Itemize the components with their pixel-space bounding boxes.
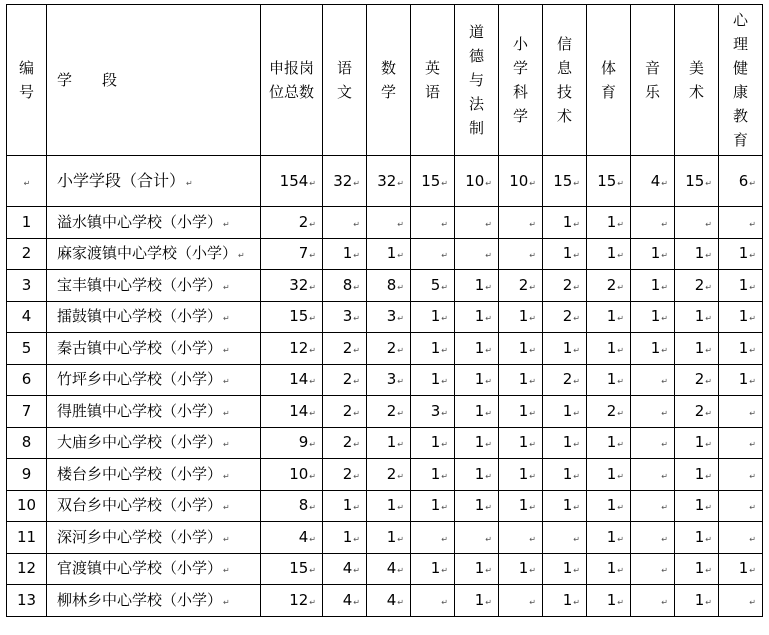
row-value: ↵ — [411, 238, 455, 270]
summary-label: 小学学段（合计）↵ — [47, 156, 261, 207]
row-value: 8↵ — [367, 270, 411, 302]
row-value: 1↵ — [499, 427, 543, 459]
row-value: 1↵ — [323, 522, 367, 554]
row-total: 4↵ — [261, 522, 323, 554]
header-subject: 信息技术 — [543, 5, 587, 156]
recruitment-table — [6, 4, 763, 617]
row-value: ↵ — [631, 427, 675, 459]
row-school: 麻家渡镇中心学校（小学）↵ — [47, 238, 261, 270]
table-body — [7, 156, 763, 617]
row-value: ↵ — [411, 522, 455, 554]
summary-value: 10↵ — [455, 156, 499, 207]
row-total: 2↵ — [261, 207, 323, 239]
row-value: 1↵ — [675, 427, 719, 459]
row-value: 1↵ — [587, 207, 631, 239]
row-value: ↵ — [631, 459, 675, 491]
row-value: ↵ — [719, 427, 763, 459]
row-value: 2↵ — [675, 364, 719, 396]
row-index: 9 — [7, 459, 47, 491]
summary-value: 15↵ — [587, 156, 631, 207]
row-school: 柳林乡中心学校（小学）↵ — [47, 585, 261, 617]
row-value: ↵ — [411, 207, 455, 239]
row-value: 1↵ — [587, 553, 631, 585]
row-value: ↵ — [631, 522, 675, 554]
summary-value: 4↵ — [631, 156, 675, 207]
row-value: 2↵ — [675, 396, 719, 428]
table-row — [7, 553, 763, 585]
row-total: 8↵ — [261, 490, 323, 522]
row-index: 2 — [7, 238, 47, 270]
summary-value: 6↵ — [719, 156, 763, 207]
row-total: 12↵ — [261, 333, 323, 365]
row-value: ↵ — [631, 396, 675, 428]
row-value: ↵ — [719, 490, 763, 522]
row-value: ↵ — [631, 585, 675, 617]
row-value: 1↵ — [411, 333, 455, 365]
row-value: 1↵ — [587, 238, 631, 270]
summary-value: 15↵ — [675, 156, 719, 207]
row-value: ↵ — [719, 207, 763, 239]
row-total: 15↵ — [261, 553, 323, 585]
row-total: 14↵ — [261, 364, 323, 396]
table-row — [7, 207, 763, 239]
row-index: 8 — [7, 427, 47, 459]
header-subject: 道德与法制 — [455, 5, 499, 156]
row-index: 4 — [7, 301, 47, 333]
row-value: 1↵ — [631, 270, 675, 302]
row-index: 13 — [7, 585, 47, 617]
table-row — [7, 396, 763, 428]
row-value: 1↵ — [411, 427, 455, 459]
row-value: 2↵ — [587, 270, 631, 302]
row-value: 1↵ — [543, 207, 587, 239]
row-value: ↵ — [499, 207, 543, 239]
row-value: 2↵ — [323, 427, 367, 459]
row-value: ↵ — [499, 585, 543, 617]
row-total: 32↵ — [261, 270, 323, 302]
row-value: 1↵ — [411, 490, 455, 522]
row-value: 1↵ — [587, 427, 631, 459]
row-value: 1↵ — [455, 270, 499, 302]
table-row — [7, 459, 763, 491]
row-value: 1↵ — [499, 364, 543, 396]
row-value: ↵ — [455, 207, 499, 239]
row-value: ↵ — [455, 238, 499, 270]
row-value: ↵ — [719, 585, 763, 617]
row-value: 1↵ — [499, 553, 543, 585]
table-row — [7, 585, 763, 617]
row-value: 1↵ — [411, 364, 455, 396]
header-subject: 小学科学 — [499, 5, 543, 156]
row-value: 1↵ — [675, 585, 719, 617]
header-subject: 美术 — [675, 5, 719, 156]
row-value: 1↵ — [719, 333, 763, 365]
row-value: 1↵ — [455, 553, 499, 585]
summary-value: 32↵ — [367, 156, 411, 207]
row-value: 1↵ — [587, 301, 631, 333]
row-school: 双台乡中心学校（小学）↵ — [47, 490, 261, 522]
table-row — [7, 522, 763, 554]
row-value: ↵ — [719, 396, 763, 428]
table-row — [7, 427, 763, 459]
summary-mark: ↵ — [7, 156, 47, 207]
row-value: ↵ — [631, 207, 675, 239]
row-index: 12 — [7, 553, 47, 585]
row-school: 楼台乡中心学校（小学）↵ — [47, 459, 261, 491]
row-value: ↵ — [367, 207, 411, 239]
row-school: 宝丰镇中心学校（小学）↵ — [47, 270, 261, 302]
row-school: 溢水镇中心学校（小学）↵ — [47, 207, 261, 239]
row-value: 5↵ — [411, 270, 455, 302]
row-value: ↵ — [499, 238, 543, 270]
row-total: 14↵ — [261, 396, 323, 428]
header-stage: 学 段 — [47, 5, 261, 156]
row-value: 1↵ — [675, 459, 719, 491]
row-school: 秦古镇中心学校（小学）↵ — [47, 333, 261, 365]
table-row — [7, 490, 763, 522]
row-value: 1↵ — [367, 238, 411, 270]
row-value: 1↵ — [543, 238, 587, 270]
row-value: 2↵ — [675, 270, 719, 302]
row-value: 4↵ — [367, 585, 411, 617]
row-value: 1↵ — [719, 238, 763, 270]
row-value: 2↵ — [499, 270, 543, 302]
row-value: 1↵ — [455, 585, 499, 617]
row-value: ↵ — [631, 553, 675, 585]
row-value: 1↵ — [411, 553, 455, 585]
row-value: 1↵ — [455, 490, 499, 522]
row-total: 15↵ — [261, 301, 323, 333]
row-value: 1↵ — [587, 585, 631, 617]
row-value: 2↵ — [367, 459, 411, 491]
row-value: 1↵ — [719, 553, 763, 585]
row-value: 1↵ — [455, 459, 499, 491]
row-value: 1↵ — [455, 427, 499, 459]
row-value: 1↵ — [675, 553, 719, 585]
row-value: 2↵ — [543, 270, 587, 302]
row-value: 1↵ — [411, 301, 455, 333]
row-value: 1↵ — [719, 301, 763, 333]
row-value: 1↵ — [499, 333, 543, 365]
row-index: 7 — [7, 396, 47, 428]
summary-value: 15↵ — [543, 156, 587, 207]
row-value: ↵ — [455, 522, 499, 554]
row-value: 2↵ — [323, 459, 367, 491]
row-value: ↵ — [719, 522, 763, 554]
row-value: 1↵ — [499, 396, 543, 428]
header-total: 申报岗位总数 — [261, 5, 323, 156]
row-school: 官渡镇中心学校（小学）↵ — [47, 553, 261, 585]
row-school: 竹坪乡中心学校（小学）↵ — [47, 364, 261, 396]
row-value: 1↵ — [675, 490, 719, 522]
header-subject: 语文 — [323, 5, 367, 156]
row-value: 1↵ — [543, 553, 587, 585]
row-value: ↵ — [631, 364, 675, 396]
header-index: 编号 — [7, 5, 47, 156]
row-index: 5 — [7, 333, 47, 365]
row-value: 2↵ — [323, 333, 367, 365]
row-value: 1↵ — [631, 333, 675, 365]
row-value: 1↵ — [543, 490, 587, 522]
row-value: 4↵ — [323, 553, 367, 585]
row-value: 1↵ — [499, 459, 543, 491]
row-value: 1↵ — [411, 459, 455, 491]
row-value: 3↵ — [323, 301, 367, 333]
header-subject: 英语 — [411, 5, 455, 156]
row-value: 1↵ — [455, 364, 499, 396]
row-value: 1↵ — [367, 427, 411, 459]
row-value: 4↵ — [367, 553, 411, 585]
row-value: 2↵ — [587, 396, 631, 428]
row-value: 2↵ — [323, 364, 367, 396]
row-index: 3 — [7, 270, 47, 302]
row-value: 1↵ — [719, 270, 763, 302]
table-row — [7, 301, 763, 333]
row-value: ↵ — [631, 490, 675, 522]
row-value: ↵ — [675, 207, 719, 239]
summary-total: 154↵ — [261, 156, 323, 207]
row-school: 大庙乡中心学校（小学）↵ — [47, 427, 261, 459]
row-value: 1↵ — [543, 585, 587, 617]
header-subject: 心理健康教育 — [719, 5, 763, 156]
row-value: 1↵ — [455, 301, 499, 333]
row-value: 1↵ — [543, 459, 587, 491]
row-value: ↵ — [719, 459, 763, 491]
row-value: 1↵ — [719, 364, 763, 396]
row-value: 2↵ — [367, 396, 411, 428]
summary-value: 10↵ — [499, 156, 543, 207]
table-row — [7, 270, 763, 302]
row-value: 1↵ — [587, 490, 631, 522]
row-total: 10↵ — [261, 459, 323, 491]
row-total: 9↵ — [261, 427, 323, 459]
row-value: 1↵ — [367, 490, 411, 522]
row-value: 1↵ — [587, 364, 631, 396]
row-school: 擂鼓镇中心学校（小学）↵ — [47, 301, 261, 333]
row-value: 1↵ — [455, 396, 499, 428]
row-value: 1↵ — [455, 333, 499, 365]
row-value: 1↵ — [587, 522, 631, 554]
row-value: 1↵ — [587, 333, 631, 365]
table-row — [7, 238, 763, 270]
header-subject: 数学 — [367, 5, 411, 156]
row-value: ↵ — [323, 207, 367, 239]
row-value: 1↵ — [543, 396, 587, 428]
row-value: 1↵ — [323, 238, 367, 270]
row-total: 12↵ — [261, 585, 323, 617]
row-index: 10 — [7, 490, 47, 522]
row-value: 3↵ — [367, 364, 411, 396]
row-value: 1↵ — [543, 333, 587, 365]
row-school: 深河乡中心学校（小学）↵ — [47, 522, 261, 554]
row-value: 1↵ — [499, 301, 543, 333]
row-value: ↵ — [411, 585, 455, 617]
row-value: 3↵ — [367, 301, 411, 333]
row-value: 1↵ — [675, 333, 719, 365]
row-value: 2↵ — [367, 333, 411, 365]
row-index: 6 — [7, 364, 47, 396]
row-value: ↵ — [499, 522, 543, 554]
row-value: 4↵ — [323, 585, 367, 617]
row-value: 1↵ — [631, 238, 675, 270]
row-value: 2↵ — [543, 364, 587, 396]
row-value: 1↵ — [631, 301, 675, 333]
row-value: 1↵ — [499, 490, 543, 522]
row-value: 1↵ — [675, 301, 719, 333]
summary-row — [7, 156, 763, 207]
row-value: 8↵ — [323, 270, 367, 302]
table-row — [7, 364, 763, 396]
row-index: 1 — [7, 207, 47, 239]
row-value: 3↵ — [411, 396, 455, 428]
header-row — [7, 5, 763, 156]
row-value: 1↵ — [367, 522, 411, 554]
row-value: 1↵ — [543, 427, 587, 459]
row-value: 2↵ — [323, 396, 367, 428]
summary-value: 32↵ — [323, 156, 367, 207]
row-value: 1↵ — [675, 522, 719, 554]
row-school: 得胜镇中心学校（小学）↵ — [47, 396, 261, 428]
row-total: 7↵ — [261, 238, 323, 270]
header-subject: 音乐 — [631, 5, 675, 156]
row-value: ↵ — [543, 522, 587, 554]
table-row — [7, 333, 763, 365]
row-value: 1↵ — [323, 490, 367, 522]
row-value: 1↵ — [587, 459, 631, 491]
header-subject: 体育 — [587, 5, 631, 156]
row-value: 1↵ — [675, 238, 719, 270]
summary-value: 15↵ — [411, 156, 455, 207]
row-value: 2↵ — [543, 301, 587, 333]
row-index: 11 — [7, 522, 47, 554]
